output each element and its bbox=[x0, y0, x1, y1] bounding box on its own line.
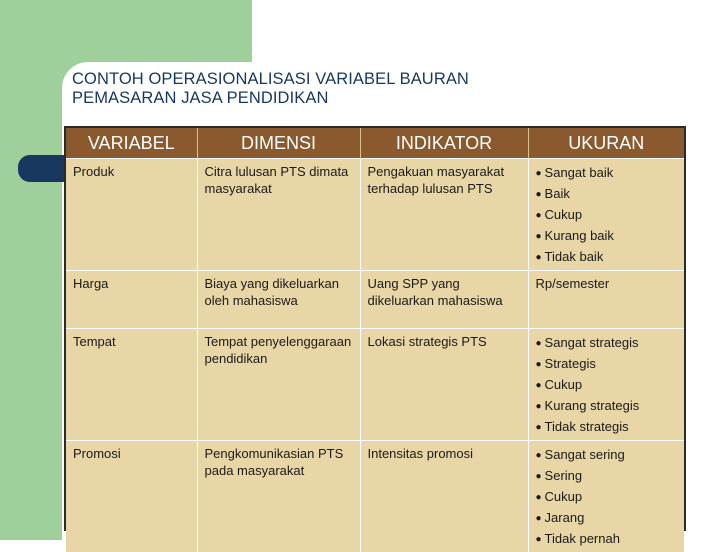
cell-variabel: Tempat bbox=[66, 329, 197, 441]
list-item: ● Tidak baik bbox=[536, 247, 679, 268]
bullet-icon: ● bbox=[536, 189, 542, 200]
cell-indikator: Intensitas promosi bbox=[360, 441, 528, 552]
bullet-icon: ● bbox=[536, 380, 542, 391]
list-item: ● Tidak pernah bbox=[536, 529, 679, 550]
bullet-icon: ● bbox=[536, 450, 542, 461]
table-row-produk bbox=[66, 159, 684, 271]
cell-dimensi: Biaya yang dikeluarkan oleh mahasiswa bbox=[197, 271, 360, 329]
bullet-icon: ● bbox=[536, 534, 542, 545]
bullet-icon: ● bbox=[536, 168, 542, 179]
cell-ukuran bbox=[528, 159, 684, 271]
cell-variabel: Produk bbox=[66, 159, 197, 271]
cell-ukuran: Rp/semester bbox=[528, 271, 684, 329]
cell-indikator: Uang SPP yang dikeluarkan mahasiswa bbox=[360, 271, 528, 329]
bullet-icon: ● bbox=[536, 492, 542, 503]
list-item: ● Tidak strategis bbox=[536, 417, 679, 438]
bullet-icon: ● bbox=[536, 252, 542, 263]
list-item: ● Sangat baik bbox=[536, 163, 679, 184]
header-ukuran: UKURAN bbox=[528, 128, 684, 159]
cell-ukuran bbox=[528, 329, 684, 441]
list-item: ● Baik bbox=[536, 184, 679, 205]
slide-title-line-1: CONTOH OPERASIONALISASI VARIABEL BAURAN bbox=[72, 70, 672, 89]
bullet-icon: ● bbox=[536, 338, 542, 349]
bullet-icon: ● bbox=[536, 210, 542, 221]
cell-dimensi: Tempat penyelenggaraan pendidikan bbox=[197, 329, 360, 441]
list-item: ● Cukup bbox=[536, 375, 679, 396]
list-item: ● Cukup bbox=[536, 205, 679, 226]
table-row-harga bbox=[66, 271, 684, 329]
slide-title-line-2: PEMASARAN JASA PENDIDIKAN bbox=[72, 89, 672, 108]
list-item: ● Sangat sering bbox=[536, 445, 679, 466]
table-header-row bbox=[66, 128, 684, 159]
table-row-promosi bbox=[66, 441, 684, 552]
list-item: ● Sering bbox=[536, 466, 679, 487]
cell-variabel: Promosi bbox=[66, 441, 197, 552]
cell-variabel: Harga bbox=[66, 271, 197, 329]
bullet-icon: ● bbox=[536, 422, 542, 433]
ukuran-list bbox=[536, 445, 679, 550]
list-item: ● Cukup bbox=[536, 487, 679, 508]
table-row-tempat bbox=[66, 329, 684, 441]
slide-title bbox=[72, 70, 672, 108]
ukuran-list bbox=[536, 163, 679, 268]
cell-dimensi: Pengkomunikasian PTS pada masyarakat bbox=[197, 441, 360, 552]
operationalization-table bbox=[64, 126, 686, 531]
bullet-icon: ● bbox=[536, 359, 542, 370]
list-item: ● Sangat strategis bbox=[536, 333, 679, 354]
list-item: ● Strategis bbox=[536, 354, 679, 375]
list-item: ● Kurang baik bbox=[536, 226, 679, 247]
list-item: ● Kurang strategis bbox=[536, 396, 679, 417]
bullet-icon: ● bbox=[536, 401, 542, 412]
bullet-icon: ● bbox=[536, 513, 542, 524]
list-item: ● Jarang bbox=[536, 508, 679, 529]
cell-dimensi: Citra lulusan PTS dimata masyarakat bbox=[197, 159, 360, 271]
header-dimensi: DIMENSI bbox=[197, 128, 360, 159]
cell-indikator: Pengakuan masyarakat terhadap lulusan PTS bbox=[360, 159, 528, 271]
bullet-icon: ● bbox=[536, 471, 542, 482]
header-indikator: INDIKATOR bbox=[360, 128, 528, 159]
header-variabel: VARIABEL bbox=[66, 128, 197, 159]
cell-indikator: Lokasi strategis PTS bbox=[360, 329, 528, 441]
ukuran-list bbox=[536, 333, 679, 438]
cell-ukuran bbox=[528, 441, 684, 552]
bullet-icon: ● bbox=[536, 231, 542, 242]
